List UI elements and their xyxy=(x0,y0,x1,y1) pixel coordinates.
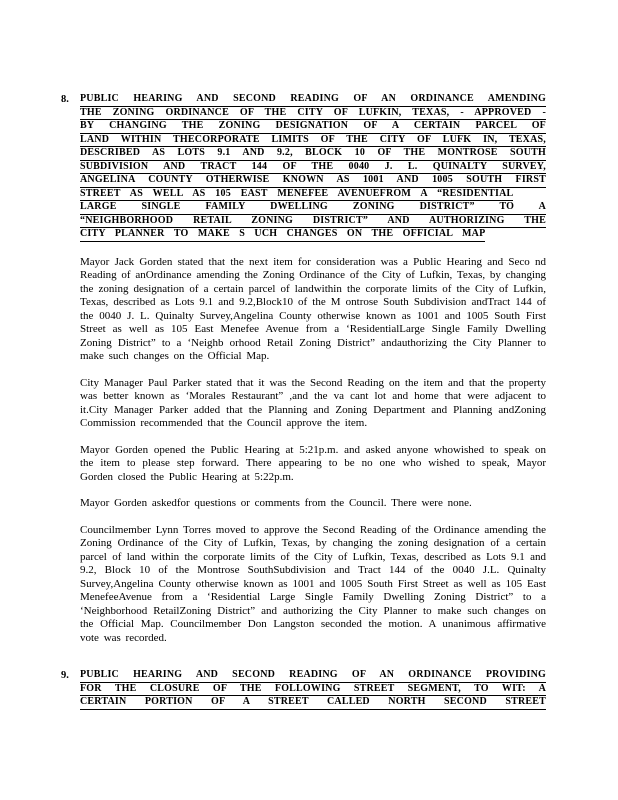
heading-line: LARGE SINGLE FAMILY DWELLING ZONING DISTRICT” TO A xyxy=(80,201,546,215)
item-9-heading xyxy=(80,669,546,710)
heading-line: PUBLIC HEARING AND SECOND READING OF AN ORDINANCE AMENDING xyxy=(80,93,546,107)
agenda-item-8 xyxy=(61,93,546,645)
item-8-body xyxy=(80,256,546,646)
item-9-number: 9. xyxy=(61,670,69,681)
heading-line: SUBDIVISION AND TRACT 144 OF THE 0040 J. L. QUINALTY SURVEY, xyxy=(80,161,546,175)
heading-line: “NEIGHBORHOOD RETAIL ZONING DISTRICT” AND AUTHORIZING THE xyxy=(80,215,546,229)
heading-line: PUBLIC HEARING AND SECOND READING OF AN ORDINANCE PROVIDING xyxy=(80,669,546,683)
heading-line: LAND WITHIN THECORPORATE LIMITS OF THE CITY OF LUFK IN, TEXAS, xyxy=(80,134,546,148)
item-8-heading xyxy=(80,93,546,242)
paragraph-public-hearing: Mayor Gorden opened the Public Hearing at 5:21p.m. and asked anyone whowished to speak on the item to please step forward. There appearing to be no one who wished to speak, Mayor Gorden closed the Public Hearing at 5:22p.m. xyxy=(80,443,546,483)
item-8-heading-row xyxy=(61,93,546,242)
paragraph-mayor-opens-item: Mayor Jack Gorden stated that the next item for consideration was a Public Hearing and Seco nd Reading of anOrdinance amending the Zoning Ordinance of the City of Lufkin, Texas, by changing the zoning designation of a certain parcel of landwithin the corporate limits of the City of Lufkin, Texas, described as Lots 9.1 and 9.2,Block10 of the M ontrose South Subdivision andTract 144 of the 0040 J. L. Quinalty Survey,Angelina County otherwise known as 1001 and 1005 South First Street as well as 105 East Menefee Avenue from a ‘ResidentialLarge Single Family Dwelling Zoning District” to a ‘Neighb orhood Retail Zoning District” andauthorizing the City Planner to make such changes on the Official Map. xyxy=(80,255,546,362)
heading-line: CITY PLANNER TO MAKE S UCH CHANGES ON THE OFFICIAL MAP xyxy=(80,228,485,242)
heading-line: THE ZONING ORDINANCE OF THE CITY OF LUFKIN, TEXAS, - APPROVED - xyxy=(80,107,546,121)
heading-line: FOR THE CLOSURE OF THE FOLLOWING STREET SEGMENT, TO WIT: A xyxy=(80,683,546,697)
agenda-item-9 xyxy=(61,669,546,710)
heading-line: DESCRIBED AS LOTS 9.1 AND 9.2, BLOCK 10 OF THE MONTROSE SOUTH xyxy=(80,147,546,161)
paragraph-council-questions: Mayor Gorden askedfor questions or comments from the Council. There were none. xyxy=(80,497,472,509)
paragraph-motion-and-vote: Councilmember Lynn Torres moved to approve the Second Reading of the Ordinance amending the Zoning Ordinance of the City of Lufkin, Texas, by changing the zoning designation of a certain parcel of land within the corporate limits of the City of Lufkin, Texas, described as Lots 9.1 and 9.2, Block 10 of the Montrose SouthSubdivision and Tract 144 of the 0040 J.L. Quinalty Survey,Angelina County otherwise known as 1001 and 1005 South First Street as well as 105 East MenefeeAvenue from a ‘Residential Large Single Family Dwelling Zoning District” to a ‘Neighborhood RetailZoning District” and authorizing the City Planner to make such changes on the Official Map. Councilmember Don Langston seconded the motion. A unanimous affirmative vote was recorded. xyxy=(80,523,546,644)
paragraph-city-manager-statement: City Manager Paul Parker stated that it was the Second Reading on the item and that the property was better known as ‘Morales Restaurant” ,and the va cant lot and home that were adjacent to it.City Manager Parker added that the Planning and Zoning Department and Planning andZoning Commission recommended that the Council approve the item. xyxy=(80,376,546,429)
item-9-heading-row xyxy=(61,669,546,710)
item-8-number: 8. xyxy=(61,94,69,105)
heading-line: STREET AS WELL AS 105 EAST MENEFEE AVENUEFROM A “RESIDENTIAL xyxy=(80,188,513,202)
heading-line: BY CHANGING THE ZONING DESIGNATION OF A CERTAIN PARCEL OF xyxy=(80,120,546,134)
heading-line: CERTAIN PORTION OF A STREET CALLED NORTH SECOND STREET xyxy=(80,696,546,710)
heading-line: ANGELINA COUNTY OTHERWISE KNOWN AS 1001 AND 1005 SOUTH FIRST xyxy=(80,174,546,188)
